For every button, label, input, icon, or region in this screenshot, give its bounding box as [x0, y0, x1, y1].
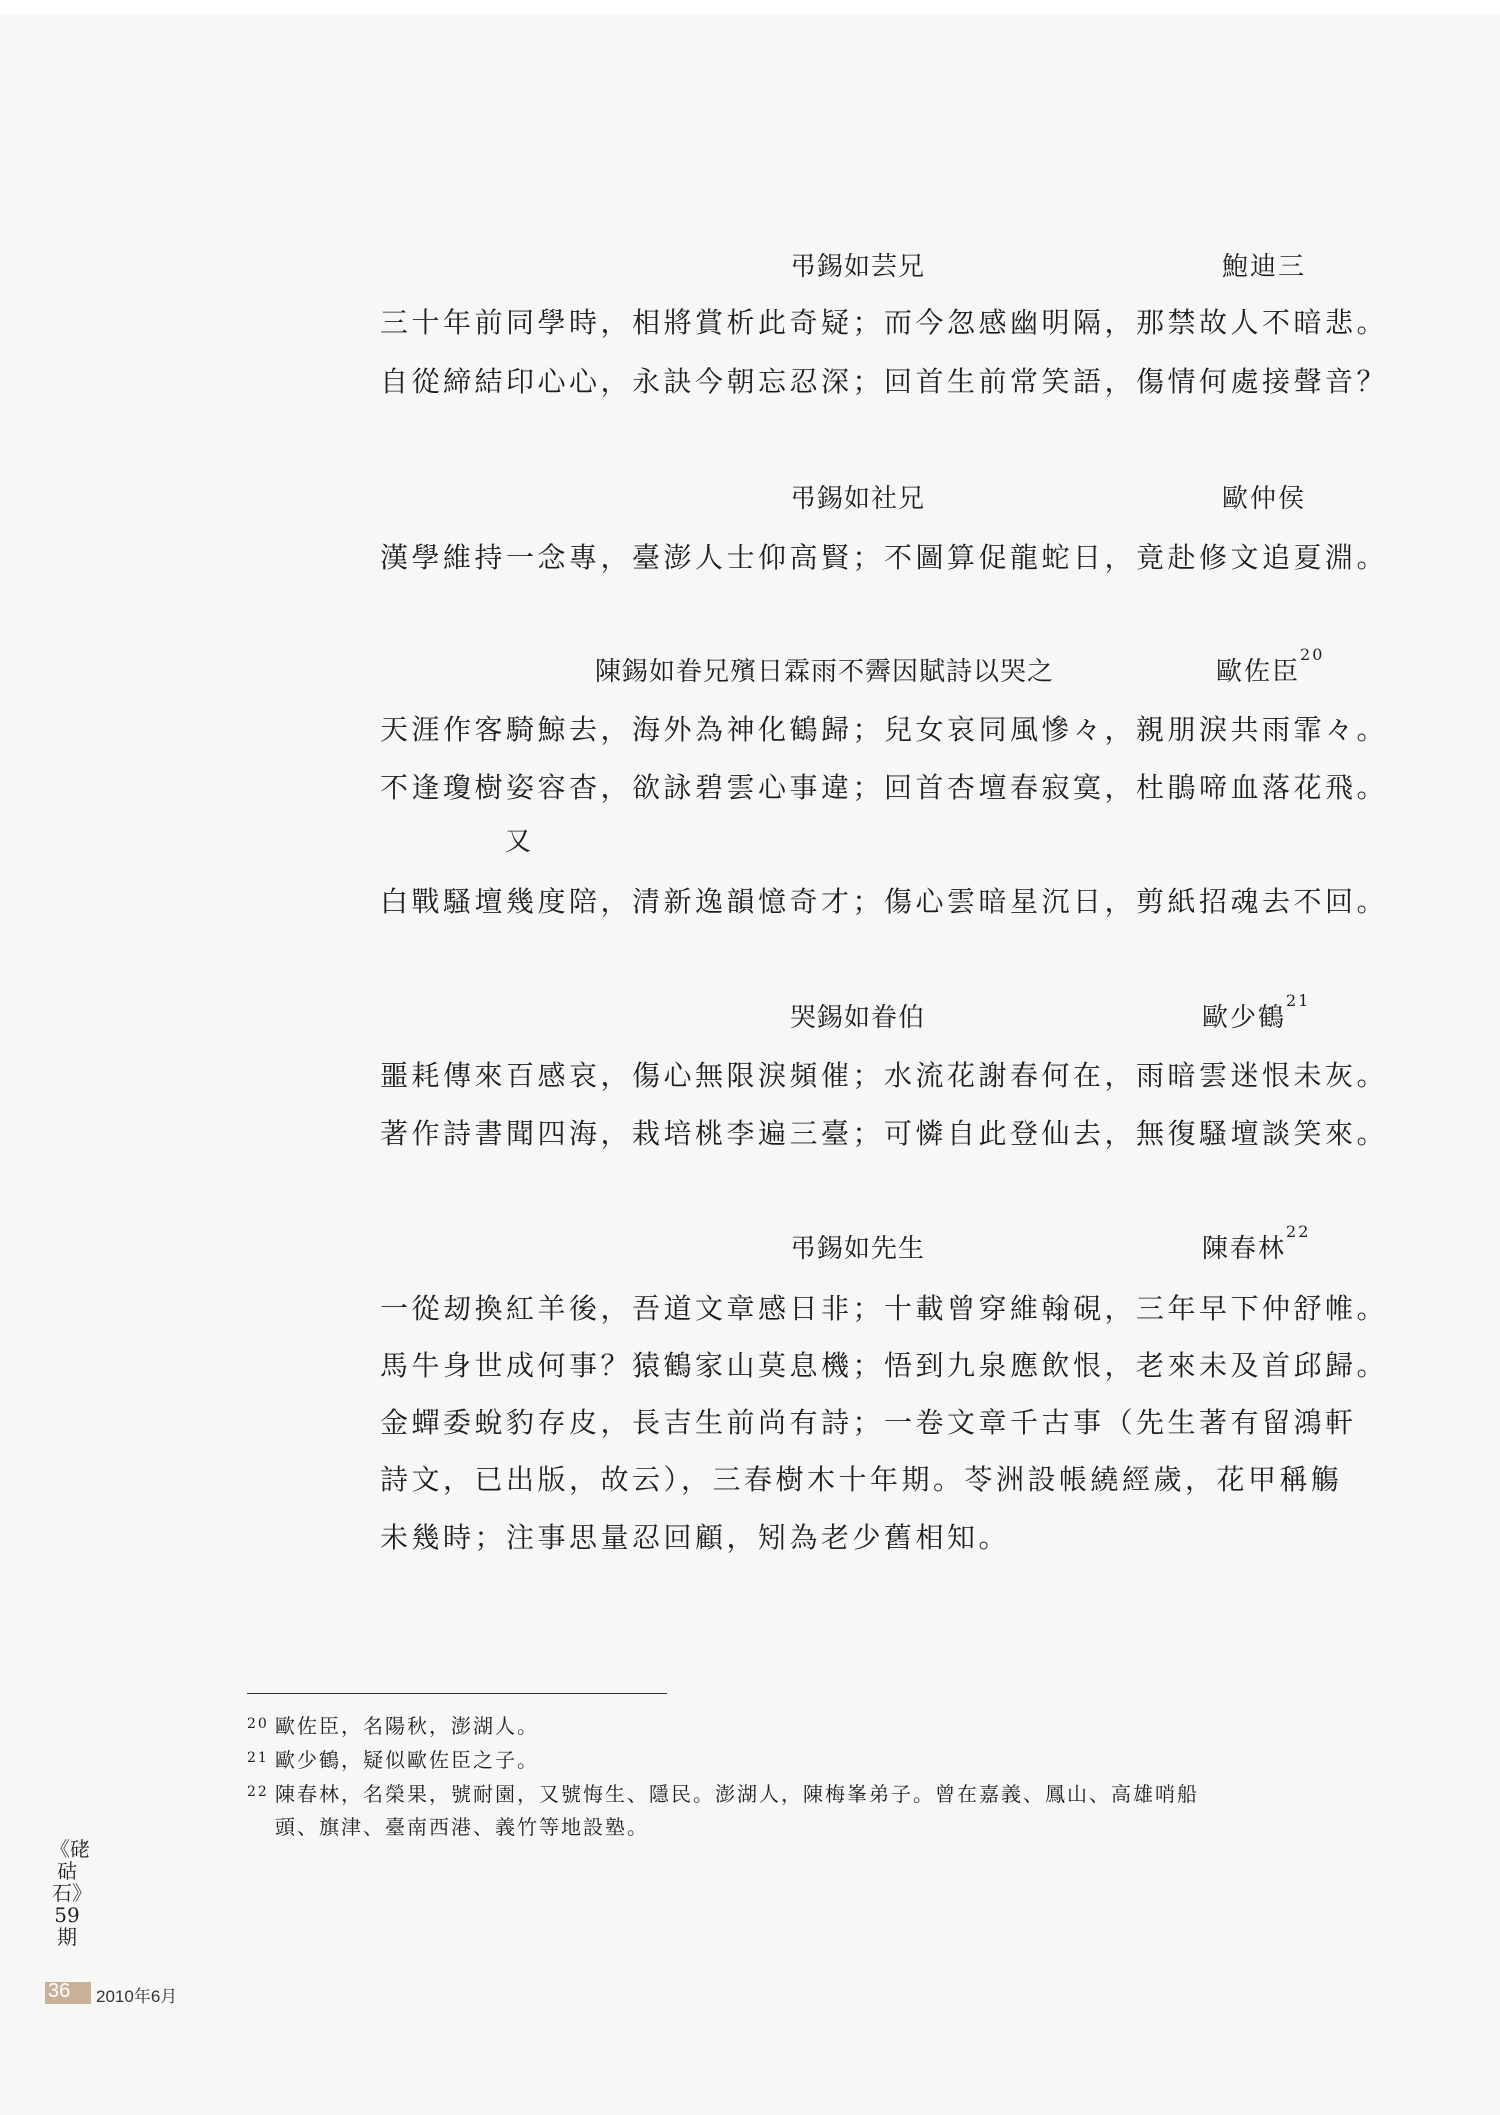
footnote — [247, 1744, 1367, 1777]
poem-title: 弔錫如芸兄 — [790, 252, 926, 282]
footnote-number: 22 — [247, 1784, 269, 1800]
footnote-text: 歐佐臣，名陽秋，澎湖人。 — [275, 1714, 539, 1738]
journal-title: 《硓𥑮石》59期 — [50, 1837, 90, 1949]
poem-line: 天涯作客騎鯨去，海外為神化鶴歸；兒女哀同風慘々，親朋淚共雨霏々。 — [380, 713, 1389, 746]
poem-line: 不逢瓊樹姿容杳，欲詠碧雲心事違；回首杏壇春寂寞，杜鵑啼血落花飛。 — [380, 771, 1389, 804]
footnote-ref: 20 — [1300, 645, 1325, 664]
poem-author — [1202, 1222, 1311, 1265]
footnote-ref: 21 — [1286, 991, 1311, 1010]
footnote-text: 歐少鶴，疑似歐佐臣之子。 — [275, 1748, 539, 1772]
poem-author-name: 歐少鶴 — [1202, 1003, 1287, 1033]
poem-title: 弔錫如社兄 — [790, 484, 926, 514]
poem-line: 未幾時；注事思量忍回顧，矧為老少舊相知。 — [380, 1521, 1011, 1554]
poem-line: 金蟬委蛻豹存皮，長吉生前尚有詩；一卷文章千古事（先生著有留鴻軒 — [380, 1406, 1357, 1439]
poem-line: 詩文，已出版，故云），三春樹木十年期。苓洲設帳繞經歲，花甲稱觴 — [380, 1463, 1343, 1496]
footnote-ref: 22 — [1286, 1222, 1311, 1241]
poem-line: 馬牛身世成何事？猿鶴家山莫息機；悟到九泉應飲恨，老來未及首邱歸。 — [380, 1349, 1389, 1382]
poem-line: 白戰騷壇幾度陪，清新逸韻憶奇才；傷心雲暗星沉日，剪紙招魂去不回。 — [380, 885, 1389, 918]
issue-date: 2010年6月 — [96, 1987, 178, 2006]
footnote-number: 20 — [247, 1716, 269, 1732]
footnote-divider — [247, 1693, 667, 1694]
poem-line: 自從締結印心心，永訣今朝忘忍深；回首生前常笑語，傷情何處接聲音？ — [380, 365, 1389, 398]
poem-line: 三十年前同學時，相將賞析此奇疑；而今忽感幽明隔，那禁故人不暗悲。 — [380, 306, 1389, 339]
poem-title: 哭錫如眷伯 — [790, 1003, 926, 1033]
footnote-text: 陳春林，名榮果，號耐園，又號悔生、隱民。澎湖人，陳梅峯弟子。曾在嘉義、鳳山、高雄哨船 — [275, 1782, 1199, 1806]
poem-line: 一從刼換紅羊後，吾道文章感日非；十載曾穿維翰硯，三年早下仲舒帷。 — [380, 1292, 1389, 1325]
poem-author — [1202, 991, 1311, 1034]
poem-title: 陳錫如眷兄殯日霖雨不霽因賦詩以哭之 — [595, 657, 1055, 687]
page-number: 36 — [48, 1980, 71, 2002]
poem-title: 弔錫如先生 — [790, 1234, 926, 1264]
poem-author: 歐仲侯 — [1222, 484, 1307, 514]
poem-line: 漢學維持一念專，臺澎人士仰高賢；不圖算促龍蛇日，竟赴修文追夏淵。 — [380, 541, 1389, 574]
poem-line: 噩耗傳來百感哀，傷心無限淚頻催；水流花謝春何在，雨暗雲迷恨未灰。 — [380, 1059, 1389, 1092]
top-edge-strip — [0, 0, 1500, 14]
poem-author-name: 陳春林 — [1202, 1234, 1287, 1264]
footnote — [247, 1778, 1367, 1844]
poem-author — [1216, 645, 1325, 688]
poem-author: 鮑迪三 — [1222, 252, 1307, 282]
footnote-number: 21 — [247, 1750, 269, 1766]
poem-line: 著作詩書聞四海，栽培桃李遍三臺；可憐自此登仙去，無復騷壇談笑來。 — [380, 1117, 1389, 1150]
footnote-continuation: 頭、旗津、臺南西港、義竹等地設塾。 — [275, 1815, 649, 1839]
footnote — [247, 1710, 1367, 1743]
poem-author-name: 歐佐臣 — [1216, 657, 1301, 687]
sub-heading: 又 — [505, 827, 532, 857]
